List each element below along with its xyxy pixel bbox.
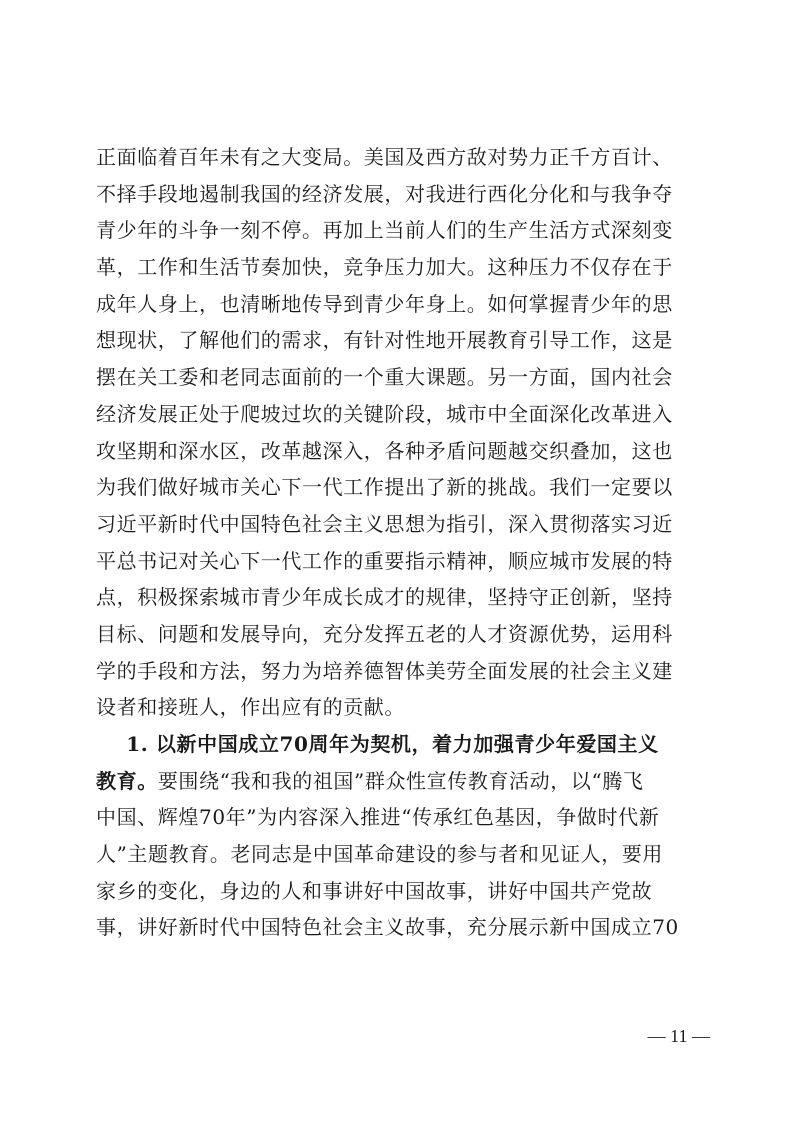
section-heading-line bbox=[96, 726, 711, 763]
paragraph-line: 攻坚期和深水区，改革越深入，各种矛盾问题越交织叠加，这也 bbox=[96, 438, 673, 463]
paragraph-line: 经济发展正处于爬坡过坎的关键阶段，城市中全面深化改革进入 bbox=[96, 401, 673, 426]
section-heading-end: 教育。 bbox=[96, 768, 158, 793]
body-text bbox=[96, 139, 711, 946]
section-line: 中国、辉煌70年”为内容深入推进“传承红色基因，争做时代新 bbox=[96, 805, 660, 830]
paragraph-line: 学的手段和方法，努力为培养德智体美劳全面发展的社会主义建 bbox=[96, 658, 673, 683]
page-number: — 11 — bbox=[647, 1026, 710, 1046]
paragraph-line: 目标、问题和发展导向，充分发挥五老的人才资源优势，运用科 bbox=[96, 621, 673, 646]
paragraph-line: 正面临着百年未有之大变局。美国及西方敌对势力正千方百计、 bbox=[96, 145, 673, 169]
section-line: 事，讲好新时代中国特色社会主义故事，充分展示新中国成立70 bbox=[96, 915, 679, 940]
paragraph-line: 设者和接班人，作出应有的贡献。 bbox=[96, 695, 405, 720]
section-line: 家乡的变化，身边的人和事讲好中国故事，讲好中国共产党故 bbox=[96, 878, 653, 903]
paragraph-line: 为我们做好城市关心下一代工作提出了新的挑战。我们一定要以 bbox=[96, 475, 673, 500]
section-heading: 1. 以新中国成立70周年为契机，着力加强青少年爱国主义 bbox=[96, 732, 659, 756]
paragraph-line: 革，工作和生活节奏加快，竞争压力加大。这种压力不仅存在于 bbox=[96, 255, 673, 280]
paragraph-line: 习近平新时代中国特色社会主义思想为指引，深入贯彻落实习近 bbox=[96, 511, 673, 536]
paragraph-line: 平总书记对关心下一代工作的重要指示精神，顺应城市发展的特 bbox=[96, 548, 673, 573]
paragraph-line: 点，积极探索城市青少年成长成才的规律，坚持守正创新，坚持 bbox=[96, 585, 673, 610]
section-line bbox=[96, 763, 711, 800]
paragraph-line: 成年人身上，也清晰地传导到青少年身上。如何掌握青少年的思 bbox=[96, 291, 673, 316]
paragraph-line: 不择手段地遏制我国的经济发展，对我进行西化分化和与我争夺 bbox=[96, 181, 673, 206]
paragraph-line: 想现状，了解他们的需求，有针对性地开展教育引导工作，这是 bbox=[96, 328, 673, 353]
section-line: 人”主题教育。老同志是中国革命建设的参与者和见证人，要用 bbox=[96, 842, 664, 867]
paragraph-line: 摆在关工委和老同志面前的一个重大课题。另一方面，国内社会 bbox=[96, 365, 673, 390]
paragraph-line: 青少年的斗争一刻不停。再加上当前人们的生产生活方式深刻变 bbox=[96, 218, 673, 243]
section-text: 要围绕“我和我的祖国”群众性宣传教育活动，以“腾飞 bbox=[157, 768, 644, 793]
